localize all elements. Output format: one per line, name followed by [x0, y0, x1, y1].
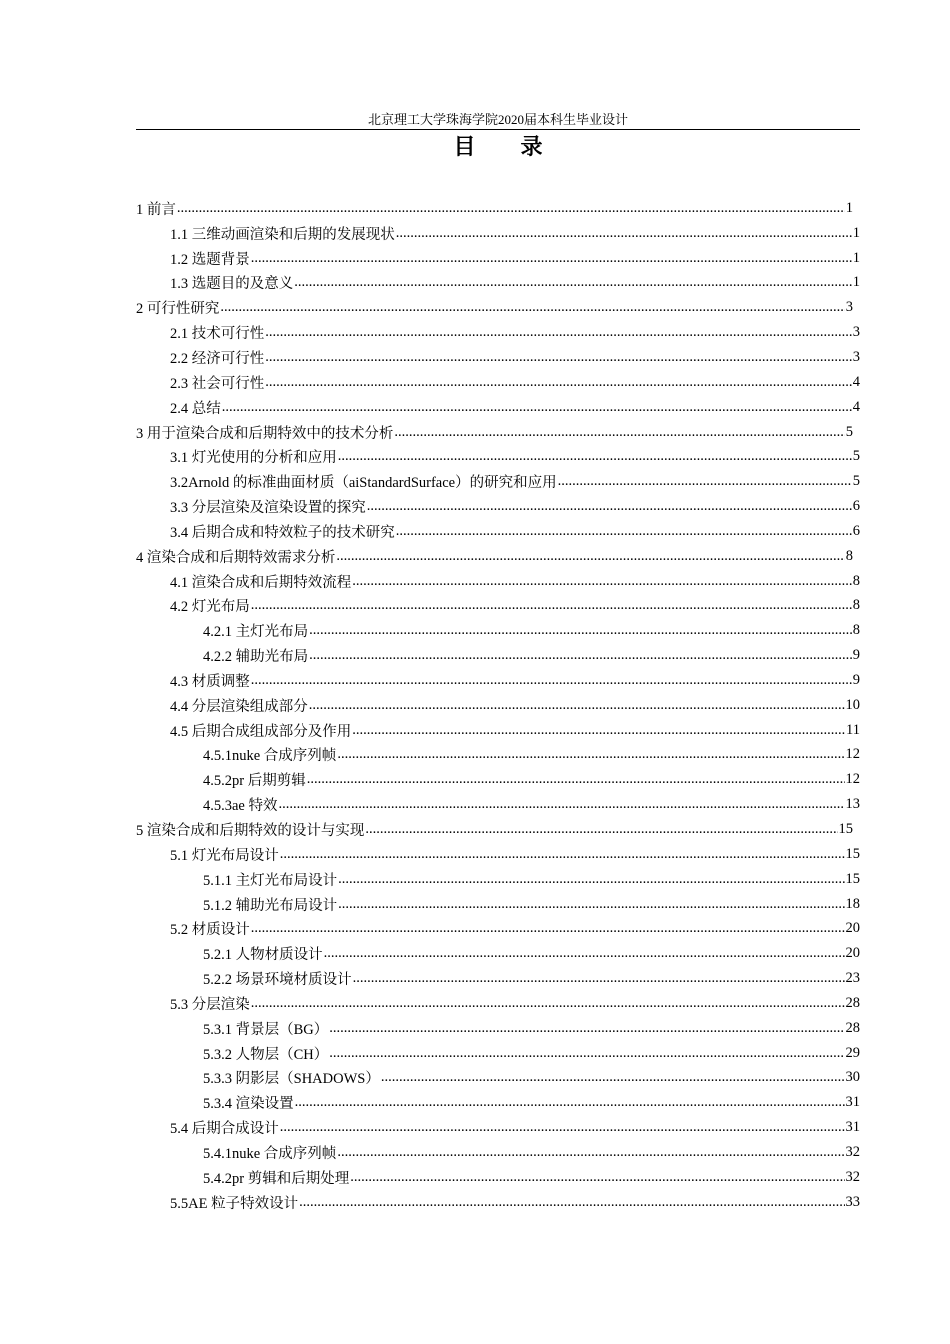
toc-leader-dots — [294, 274, 852, 291]
toc-entry[interactable] — [136, 246, 860, 271]
toc-entry-page-number: 15 — [845, 870, 860, 887]
toc-entry-label: 4.2.2 辅助光布局 — [203, 645, 308, 666]
toc-leader-dots — [251, 250, 852, 267]
toc-entry-label: 5.3.4 渲染设置 — [203, 1092, 294, 1113]
toc-entry-page-number: 4 — [852, 398, 860, 415]
toc-leader-dots — [280, 846, 845, 863]
toc-leader-dots — [251, 995, 845, 1012]
toc-entry-label: 3.1 灯光使用的分析和应用 — [170, 446, 337, 467]
toc-entry-page-number: 13 — [845, 796, 860, 813]
toc-leader-dots — [222, 399, 852, 416]
toc-entry-page-number: 33 — [845, 1193, 860, 1210]
toc-entry-page-number: 5 — [852, 448, 860, 465]
toc-leader-dots — [299, 1194, 844, 1211]
toc-entry[interactable] — [136, 1190, 860, 1215]
toc-leader-dots — [337, 746, 844, 763]
toc-leader-dots — [367, 498, 852, 515]
toc-entry[interactable] — [136, 693, 860, 718]
toc-entry-page-number: 8 — [852, 597, 860, 614]
toc-entry[interactable] — [136, 1090, 860, 1115]
toc-entry-label: 2.3 社会可行性 — [170, 372, 264, 393]
toc-entry-label: 1 前言 — [136, 198, 176, 219]
toc-leader-dots — [307, 771, 845, 788]
toc-entry-page-number: 3 — [845, 299, 853, 316]
toc-entry[interactable] — [136, 941, 860, 966]
toc-entry[interactable] — [136, 668, 860, 693]
toc-entry[interactable] — [136, 569, 860, 594]
toc-leader-dots — [309, 622, 852, 639]
toc-entry-label: 2.4 总结 — [170, 397, 221, 418]
toc-entry-label: 5.1.1 主灯光布局设计 — [203, 869, 337, 890]
toc-entry[interactable] — [136, 295, 860, 320]
toc-entry[interactable] — [136, 1115, 860, 1140]
toc-entry[interactable] — [136, 544, 860, 569]
toc-leader-dots — [280, 1119, 845, 1136]
toc-leader-dots — [295, 1094, 845, 1111]
toc-leader-dots — [396, 523, 852, 540]
toc-entry-label: 1.1 三维动画渲染和后期的发展现状 — [170, 223, 395, 244]
toc-entry-label: 5.2.1 人物材质设计 — [203, 943, 323, 964]
toc-heading: 目 录 — [453, 134, 563, 159]
toc-entry-page-number: 5 — [845, 423, 853, 440]
toc-entry-label: 4.2 灯光布局 — [170, 595, 250, 616]
toc-entry-page-number: 20 — [845, 920, 860, 937]
toc-entry-label: 4.5.1nuke 合成序列帧 — [203, 744, 336, 765]
toc-entry[interactable] — [136, 519, 860, 544]
toc-entry-page-number: 12 — [845, 771, 860, 788]
toc-entry-page-number: 8 — [845, 547, 853, 564]
toc-entry-label: 5.3.1 背景层（BG） — [203, 1018, 328, 1039]
toc-entry[interactable] — [136, 767, 860, 792]
toc-leader-dots — [353, 970, 845, 987]
toc-leader-dots — [309, 647, 852, 664]
toc-entry-page-number: 8 — [852, 572, 860, 589]
toc-entry-label: 4.1 渲染合成和后期特效流程 — [170, 571, 351, 592]
toc-entry-label: 5.1.2 辅助光布局设计 — [203, 894, 337, 915]
toc-entry-page-number: 32 — [845, 1143, 860, 1160]
header-rule — [136, 129, 860, 130]
toc-leader-dots — [329, 1045, 844, 1062]
toc-leader-dots — [338, 871, 844, 888]
toc-entry-label: 5.3.3 阴影层（SHADOWS） — [203, 1067, 380, 1088]
toc-leader-dots — [352, 722, 845, 739]
toc-entry[interactable] — [136, 842, 860, 867]
toc-entry-page-number: 1 — [852, 249, 860, 266]
toc-leader-dots — [365, 821, 837, 838]
toc-entry[interactable] — [136, 618, 860, 643]
toc-entry[interactable] — [136, 469, 860, 494]
toc-entry[interactable] — [136, 320, 860, 345]
toc-entry[interactable] — [136, 444, 860, 469]
toc-entry-label: 4.3 材质调整 — [170, 670, 250, 691]
toc-leader-dots — [265, 374, 852, 391]
toc-leader-dots — [352, 573, 852, 590]
toc-leader-dots — [279, 796, 845, 813]
toc-entry-page-number: 15 — [845, 845, 860, 862]
toc-entry-page-number: 12 — [845, 746, 860, 763]
toc-entry-page-number: 31 — [845, 1119, 860, 1136]
toc-entry-label: 5.4.2pr 剪辑和后期处理 — [203, 1167, 349, 1188]
toc-entry[interactable] — [136, 221, 860, 246]
toc-leader-dots — [251, 672, 852, 689]
toc-entry-page-number: 32 — [845, 1168, 860, 1185]
toc-entry-page-number: 9 — [852, 671, 860, 688]
toc-entry-label: 5.2 材质设计 — [170, 918, 250, 939]
toc-entry-page-number: 30 — [845, 1069, 860, 1086]
toc-entry[interactable] — [136, 991, 860, 1016]
toc-leader-dots — [324, 945, 845, 962]
toc-entry-label: 3.4 后期合成和特效粒子的技术研究 — [170, 521, 395, 542]
toc-entry-page-number: 29 — [845, 1044, 860, 1061]
toc-entry[interactable] — [136, 1140, 860, 1165]
toc-entry-page-number: 5 — [852, 473, 860, 490]
toc-entry-label: 5.3.2 人物层（CH） — [203, 1043, 328, 1064]
toc-entry[interactable] — [136, 1041, 860, 1066]
toc-entry[interactable] — [136, 743, 860, 768]
toc-entry-page-number: 3 — [852, 324, 860, 341]
toc-entry-label: 4 渲染合成和后期特效需求分析 — [136, 546, 335, 567]
toc-entry-label: 2.2 经济可行性 — [170, 347, 264, 368]
toc-leader-dots — [177, 200, 845, 217]
toc-leader-dots — [394, 424, 844, 441]
toc-entry-page-number: 8 — [852, 622, 860, 639]
toc-entry-label: 5.3 分层渲染 — [170, 993, 250, 1014]
toc-entry-label: 5.1 灯光布局设计 — [170, 844, 279, 865]
toc-entry[interactable] — [136, 1066, 860, 1091]
toc-entry-label: 5.4 后期合成设计 — [170, 1117, 279, 1138]
toc-entry-label: 3.2Arnold 的标准曲面材质（aiStandardSurface）的研究和应用 — [170, 471, 557, 492]
toc-entry-label: 4.2.1 主灯光布局 — [203, 620, 308, 641]
toc-entry-page-number: 23 — [845, 970, 860, 987]
toc-entry[interactable] — [136, 792, 860, 817]
toc-entry[interactable] — [136, 892, 860, 917]
toc-leader-dots — [265, 324, 852, 341]
toc-entry-label: 4.4 分层渲染组成部分 — [170, 695, 308, 716]
toc-entry-label: 4.5.2pr 后期剪辑 — [203, 769, 306, 790]
toc-entry[interactable] — [136, 395, 860, 420]
toc-entry[interactable] — [136, 271, 860, 296]
toc-entry-page-number: 31 — [845, 1094, 860, 1111]
toc-leader-dots — [329, 1020, 844, 1037]
toc-entry-page-number: 3 — [852, 348, 860, 365]
toc-entry-label: 4.5 后期合成组成部分及作用 — [170, 720, 351, 741]
toc-leader-dots — [350, 1169, 844, 1186]
toc-leader-dots — [558, 473, 852, 490]
toc-entry-page-number: 9 — [852, 647, 860, 664]
toc-entry[interactable] — [136, 594, 860, 619]
toc-entry-label: 5.2.2 场景环境材质设计 — [203, 968, 352, 989]
running-header: 北京理工大学珠海学院2020届本科生毕业设计 — [367, 112, 628, 127]
toc-leader-dots — [338, 448, 852, 465]
toc-entry-page-number: 1 — [852, 224, 860, 241]
toc-entry-page-number: 28 — [845, 1019, 860, 1036]
toc-leader-dots — [338, 896, 844, 913]
toc-entry-page-number: 10 — [845, 696, 860, 713]
toc-entry-page-number: 1 — [852, 274, 860, 291]
toc-leader-dots — [396, 225, 852, 242]
toc-leader-dots — [381, 1069, 845, 1086]
toc-entry-label: 4.5.3ae 特效 — [203, 794, 278, 815]
toc-entry-page-number: 11 — [846, 721, 860, 738]
toc-entry-page-number: 6 — [852, 498, 860, 515]
toc-entry-label: 3.3 分层渲染及渲染设置的探究 — [170, 496, 366, 517]
toc-entry[interactable] — [136, 370, 860, 395]
toc-entry[interactable] — [136, 494, 860, 519]
table-of-contents — [136, 196, 860, 1215]
toc-entry[interactable] — [136, 1165, 860, 1190]
toc-entry[interactable] — [136, 867, 860, 892]
toc-entry-label: 5.5AE 粒子特效设计 — [170, 1192, 298, 1213]
toc-entry-label: 1.2 选题背景 — [170, 248, 250, 269]
toc-leader-dots — [336, 548, 844, 565]
toc-leader-dots — [265, 349, 852, 366]
toc-leader-dots — [251, 920, 845, 937]
toc-entry[interactable] — [136, 966, 860, 991]
toc-leader-dots — [309, 697, 845, 714]
toc-entry[interactable] — [136, 345, 860, 370]
toc-entry-page-number: 18 — [845, 895, 860, 912]
toc-entry-page-number: 28 — [845, 994, 860, 1011]
toc-entry-page-number: 1 — [845, 199, 853, 216]
toc-entry-label: 2 可行性研究 — [136, 297, 219, 318]
toc-entry[interactable] — [136, 420, 860, 445]
toc-entry[interactable] — [136, 1016, 860, 1041]
toc-entry[interactable] — [136, 718, 860, 743]
toc-entry[interactable] — [136, 817, 860, 842]
toc-leader-dots — [337, 1144, 844, 1161]
toc-entry-page-number: 15 — [838, 821, 853, 838]
toc-entry[interactable] — [136, 643, 860, 668]
toc-entry-label: 5.4.1nuke 合成序列帧 — [203, 1142, 336, 1163]
toc-entry-page-number: 4 — [852, 373, 860, 390]
toc-entry-label: 2.1 技术可行性 — [170, 322, 264, 343]
toc-entry-label: 3 用于渲染合成和后期特效中的技术分析 — [136, 422, 393, 443]
toc-entry[interactable] — [136, 916, 860, 941]
toc-entry[interactable] — [136, 196, 860, 221]
toc-entry-label: 1.3 选题目的及意义 — [170, 272, 293, 293]
toc-leader-dots — [251, 597, 852, 614]
toc-leader-dots — [220, 299, 844, 316]
toc-entry-page-number: 20 — [845, 945, 860, 962]
toc-entry-label: 5 渲染合成和后期特效的设计与实现 — [136, 819, 364, 840]
toc-entry-page-number: 6 — [852, 522, 860, 539]
